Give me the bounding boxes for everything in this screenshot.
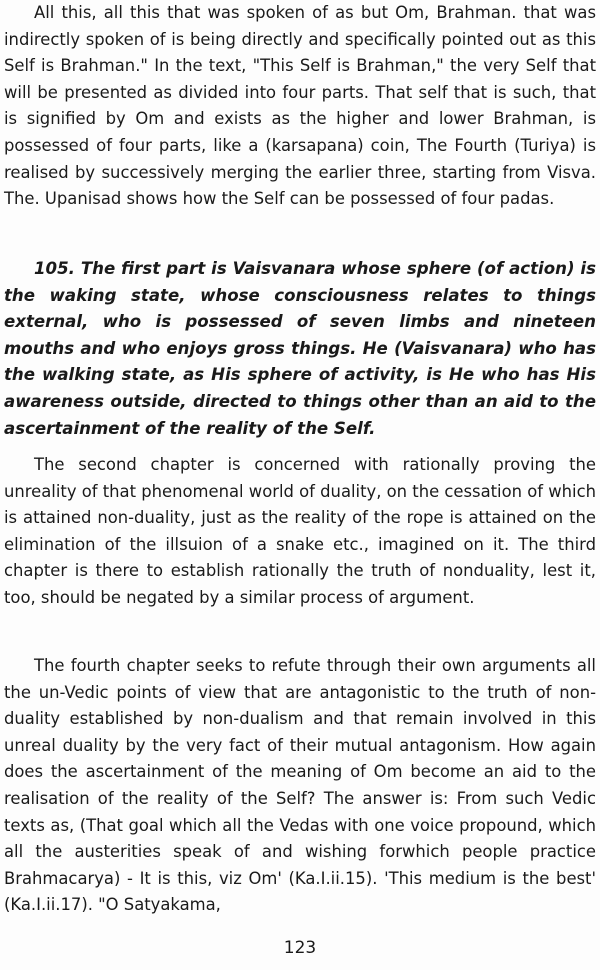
paragraph-fourth-chapter: The fourth chapter seeks to refute through their own arguments all the un-Vedic points of view that are antagonistic to the truth of non-duality established by non-dualism and that remain involved in this unreal duality by the very fact of their mutual antagonism. How again does the ascertainment of the meaning of Om become an aid to the realisation of the reality of the Self? The answer is: From such Vedic texts as, (That goal which all the Vedas with one voice propound, which all the austerities speak of and wishing forwhich people practice Brahmacarya) - It is this, viz Om' (Ka.I.ii.15). 'This medium is the best' (Ka.I.ii.17). "O Satyakama, bbox=[4, 656, 596, 915]
paragraph-second-chapter: The second chapter is concerned with rationally proving the unreality of that phenomenal world of duality, on the cessation of which is attained non-duality, just as the reality of the rope is attained on the elimination of the illsuion of a snake etc., imagined on it. The third chapter is there to establish rationally the truth of nonduality, lest it, too, should be negated by a similar process of argument. bbox=[4, 455, 596, 607]
paragraph-intro: All this, all this that was spoken of as but Om, Brahman. that was indirectly spoken of is being directly and specifically pointed out as this Self is Brahman." In the text, "This Self is Brahman," the very Self that will be presented as divided into four parts. That self that is such, that is signified by Om and exists as the higher and lower Brahman, is possessed of four parts, like a (karsapana) coin, The Fourth (Turiya) is realised by successively merging the earlier three, starting from Visva. The. Upanisad shows how the Self can be possessed of four padas. bbox=[4, 3, 596, 209]
page-number: 123 bbox=[283, 938, 317, 958]
verse-105: 105. The first part is Vaisvanara whose sphere (of action) is the waking state, whose consciousness relates to things external, who is possessed of seven limbs and nineteen mouths and who enjoys gross things. He (Vaisvanara) who has the walking state, as His sphere of activity, is He who has His awareness outside, directed to things other than an aid to the ascertainment of the reality of the Self. bbox=[4, 259, 596, 438]
